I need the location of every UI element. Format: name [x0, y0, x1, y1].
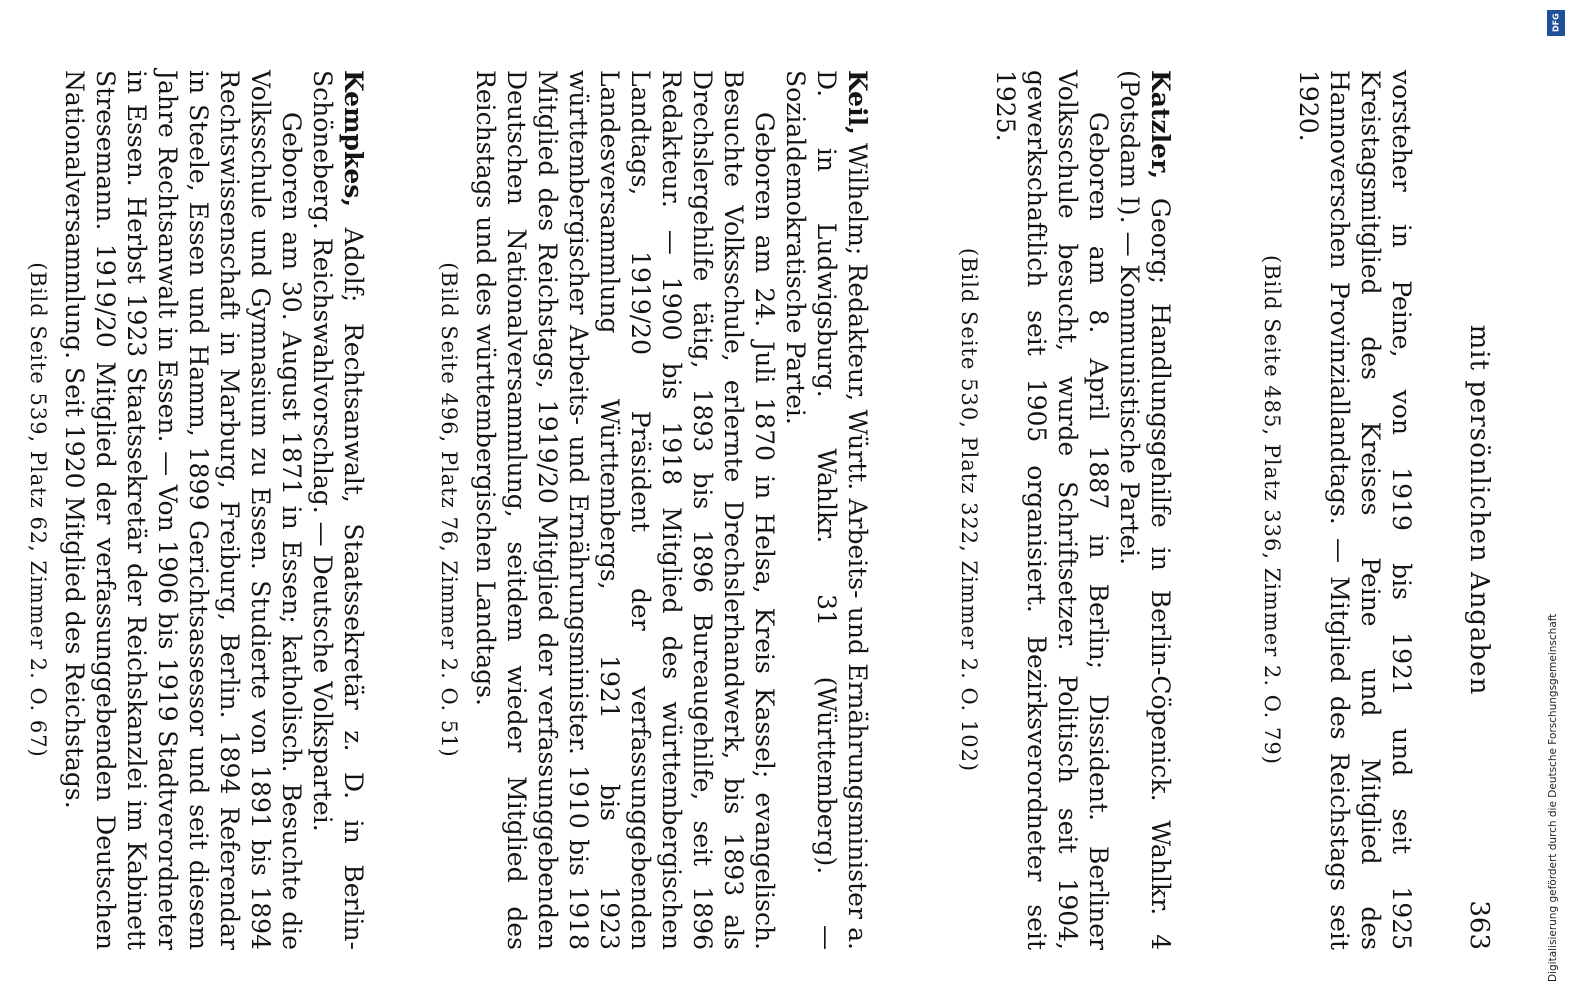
- entry-continuation: vorsteher in Peine, von 1919 bis 1921 und seit 1925 Kreistagsmitglied des Kreises Peine und Mitglied des Hannoverschen Provinziallandtags. — Mitglied des Reichstags seit 1920.: [1294, 70, 1416, 950]
- member-name: Keil,: [843, 70, 872, 135]
- member-name: Kempkes,: [339, 70, 368, 208]
- page-header: [1454, 70, 1494, 950]
- digitization-note: [1546, 8, 1568, 988]
- member-intro: Adolf; Rechtsanwalt, Staatssekretär z. D. in Berlin-Schöneberg. Reichswahlvorschlag. — Deutsche Volkspartei.: [308, 70, 368, 950]
- member-biography: Geboren am 30. August 1871 in Essen; katholisch. Besuchte die Volksschule und Gymnasium zu Essen. Studierte von 1891 bis 1894 Rechtswissenschaft in Marburg, Freiburg, Berlin. 1894 Referendar in Steele, Essen und Hamm, 1899 Gerichtsassessor und seit diesem Jahre Rechtsanwalt in Essen. — Von 1906 bis 1919 Stadtverordneter in Essen. Herbst 1923 Staatssekretär der Reichskanzlei im Kabinett Stresemann. 1919/20 Mitglied der verfassunggebenden Deutschen Nationalversammlung. Seit 1920 Mitglied des Reichstags.: [60, 70, 306, 950]
- spacer: [873, 70, 953, 950]
- member-biography: Geboren am 24. Juli 1870 in Helsa, Kreis Kassel; evangelisch. Besuchte Volksschule, erlernte Drechslerhandwerk, bis 1893 als Drechslergehilfe tätig, 1893 bis 1896 Bureaugehilfe, seit 1896 Redakteur. — 1900 bis 1918 Mitglied des württembergischen Landtags, 1919/20 Präsident der verfassunggebenden Landesversammlung Württembergs, 1921 bis 1923 württembergischer Arbeits- und Ernährungsminister. 1910 bis 1918 Mitglied des Reichstags, 1919/20 Mitglied der verfassunggebenden Deutschen Nationalversammlung, seitdem wieder Mitglied des Reichstags und des württembergischen Landtags.: [471, 70, 779, 950]
- member-biography: Geboren am 8. April 1887 in Berlin; Dissident. Berliner Volksschule besucht, wurde Schriftsetzer. Politisch seit 1904, gewerkschaftlich seit 1905 organisiert. Bezirksverordneter seit 1925.: [991, 70, 1113, 950]
- running-title: mit persönlichen Angaben: [1464, 324, 1494, 696]
- entry-heading: [780, 70, 873, 950]
- spacer: [369, 70, 433, 950]
- dfg-logo-icon: DFG: [1547, 10, 1565, 36]
- spacer: [1176, 70, 1256, 950]
- digitization-credit: Digitalisierung gefördert durch die Deutsche Forschungsgemeinschaft: [1547, 613, 1559, 982]
- member-name: Katzler,: [1146, 70, 1175, 180]
- member-intro: Wilhelm; Redakteur, Württ. Arbeits- und Ernährungsminister a. D. in Ludwigsburg. Wahlkr. 31 (Württemberg). — Sozialdemokratische Partei.: [781, 70, 872, 950]
- entry-heading: [1114, 70, 1176, 950]
- image-reference: (Bild Seite 485, Platz 336, Zimmer 2. O. 79): [1260, 255, 1284, 765]
- entry-heading: [307, 70, 369, 950]
- page-number: 363: [1464, 900, 1494, 950]
- image-reference: (Bild Seite 530, Platz 322, Zimmer 2. O. 102): [957, 247, 981, 773]
- image-reference: (Bild Seite 539, Platz 62, Zimmer 2. O. 67): [26, 262, 50, 758]
- page-body: [22, 70, 1417, 950]
- image-reference: (Bild Seite 496, Platz 76, Zimmer 2. O. 51): [437, 262, 461, 758]
- member-intro: Georg; Handlungsgehilfe in Berlin-Cöpenick. Wahlkr. 4 (Potsdam I). — Kommunistische Partei.: [1115, 70, 1175, 950]
